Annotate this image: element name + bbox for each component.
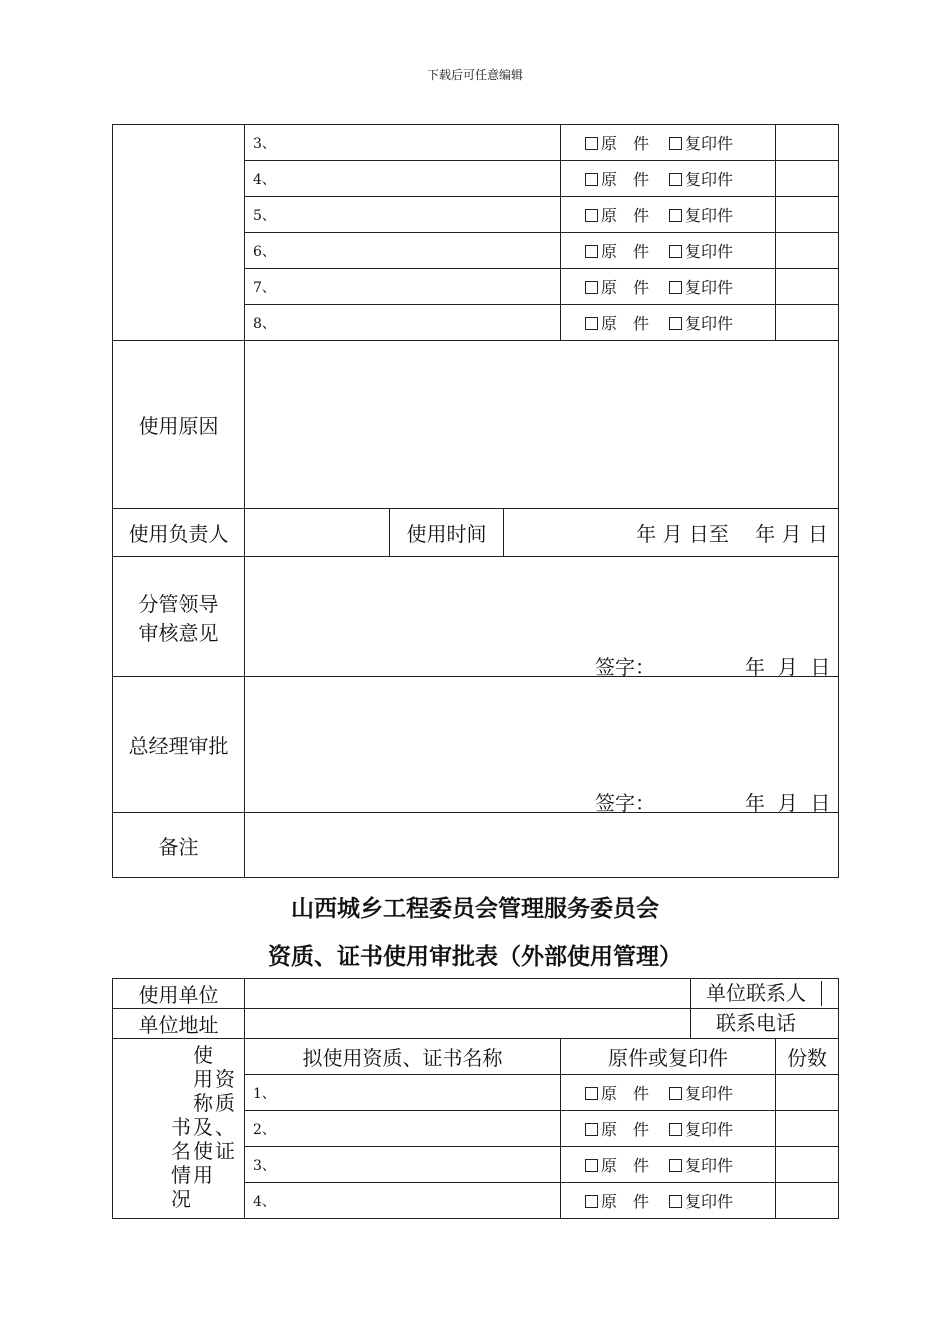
cert-row-4-checkbox[interactable]: 原 件 复印件 [561, 1183, 776, 1219]
responsible-label: 使用负责人 [113, 509, 245, 557]
cert-row-2-name[interactable]: 2、 [245, 1111, 561, 1147]
contact-person-label: 单位联系人 [691, 981, 822, 1006]
contact-person-field[interactable] [822, 981, 838, 1006]
gm-approval-field[interactable] [245, 677, 839, 813]
time-range[interactable]: 年 月 日至 年 月 日 [504, 509, 839, 557]
checkbox-icon[interactable] [585, 245, 598, 258]
unit-label: 使用单位 [113, 979, 245, 1009]
cert-row-1-count[interactable] [776, 1075, 839, 1111]
checkbox-icon[interactable] [669, 1159, 682, 1172]
cert-row-3-name[interactable]: 3、 [245, 1147, 561, 1183]
checkbox-icon[interactable] [669, 317, 682, 330]
vertical-col-2: 使 用 称 及 使 用 [193, 1042, 213, 1187]
vertical-col-1: 书 名 情 况 [171, 1114, 191, 1211]
cert-row-2-count[interactable] [776, 1111, 839, 1147]
cert-row-4-count[interactable] [776, 1183, 839, 1219]
header-note: 下载后可任意编辑 [426, 68, 523, 82]
item-row-3-checkbox[interactable]: 原 件 复印件 [561, 125, 776, 161]
remark-field[interactable] [245, 813, 839, 878]
item-row-5-name[interactable]: 5、 [245, 197, 561, 233]
item-row-8-name[interactable]: 8、 [245, 305, 561, 341]
gm-sign-label: 签字： [595, 791, 655, 815]
checkbox-icon[interactable] [585, 1195, 598, 1208]
gm-approval-label: 总经理审批 [113, 677, 245, 813]
item-row-4-count[interactable] [776, 161, 839, 197]
items-blank-cell [113, 125, 245, 341]
item-row-6-count[interactable] [776, 233, 839, 269]
time-label: 使用时间 [390, 509, 504, 557]
checkbox-icon[interactable] [585, 317, 598, 330]
address-label: 单位地址 [113, 1009, 245, 1039]
unit-field[interactable] [245, 979, 691, 1009]
checkbox-icon[interactable] [669, 1123, 682, 1136]
contact-cell [691, 979, 839, 1009]
item-row-5-count[interactable] [776, 197, 839, 233]
reason-field[interactable] [245, 341, 839, 509]
item-row-7-count[interactable] [776, 269, 839, 305]
item-row-7-checkbox[interactable]: 原 件 复印件 [561, 269, 776, 305]
cert-row-3-count[interactable] [776, 1147, 839, 1183]
col-header-type: 原件或复印件 [561, 1039, 776, 1075]
checkbox-icon[interactable] [669, 1087, 682, 1100]
item-row-4-checkbox[interactable]: 原 件 复印件 [561, 161, 776, 197]
form-title-main: 资质、证书使用审批表（外部使用管理） [268, 943, 682, 970]
cert-row-2-checkbox[interactable]: 原 件 复印件 [561, 1111, 776, 1147]
checkbox-icon[interactable] [585, 1123, 598, 1136]
cert-row-3-checkbox[interactable]: 原 件 复印件 [561, 1147, 776, 1183]
leader-sign-label: 签字： [595, 655, 655, 679]
col-header-count: 份数 [776, 1039, 839, 1075]
checkbox-icon[interactable] [669, 281, 682, 294]
checkbox-icon[interactable] [585, 209, 598, 222]
cert-row-1-checkbox[interactable]: 原 件 复印件 [561, 1075, 776, 1111]
address-field[interactable] [245, 1009, 691, 1039]
phone-label: 联系电话 [716, 1011, 796, 1035]
reason-label: 使用原因 [113, 341, 245, 509]
form-title-org: 山西城乡工程委员会管理服务委员会 [291, 895, 659, 922]
item-row-7-name[interactable]: 7、 [245, 269, 561, 305]
leader-review-label: 分管领导 审核意见 [113, 557, 245, 677]
item-row-8-count[interactable] [776, 305, 839, 341]
cert-row-1-name[interactable]: 1、 [245, 1075, 561, 1111]
vertical-col-3: 资 质 、 证 [215, 1066, 235, 1163]
checkbox-icon[interactable] [669, 137, 682, 150]
leader-sign-date: 年 月 日 [745, 655, 831, 679]
leader-review-field[interactable] [245, 557, 839, 677]
phone-field[interactable] [821, 1011, 838, 1036]
phone-cell [691, 1009, 839, 1039]
checkbox-icon[interactable] [585, 137, 598, 150]
checkbox-icon[interactable] [669, 209, 682, 222]
item-row-6-checkbox[interactable]: 原 件 复印件 [561, 233, 776, 269]
bottom-application-table [112, 978, 839, 1219]
item-row-8-checkbox[interactable]: 原 件 复印件 [561, 305, 776, 341]
item-row-5-checkbox[interactable]: 原 件 复印件 [561, 197, 776, 233]
cert-row-4-name[interactable]: 4、 [245, 1183, 561, 1219]
checkbox-icon[interactable] [669, 1195, 682, 1208]
checkbox-icon[interactable] [585, 1159, 598, 1172]
item-row-6-name[interactable]: 6、 [245, 233, 561, 269]
usage-vertical-label [113, 1039, 245, 1219]
checkbox-icon[interactable] [669, 173, 682, 186]
responsible-field[interactable] [245, 509, 390, 557]
top-approval-table [112, 124, 839, 878]
checkbox-icon[interactable] [585, 1087, 598, 1100]
item-row-4-name[interactable]: 4、 [245, 161, 561, 197]
remark-label: 备注 [113, 813, 245, 878]
gm-sign-date: 年 月 日 [745, 791, 831, 815]
col-header-name: 拟使用资质、证书名称 [245, 1039, 561, 1075]
item-row-3-name[interactable]: 3、 [245, 125, 561, 161]
checkbox-icon[interactable] [669, 245, 682, 258]
checkbox-icon[interactable] [585, 173, 598, 186]
item-row-3-count[interactable] [776, 125, 839, 161]
checkbox-icon[interactable] [585, 281, 598, 294]
